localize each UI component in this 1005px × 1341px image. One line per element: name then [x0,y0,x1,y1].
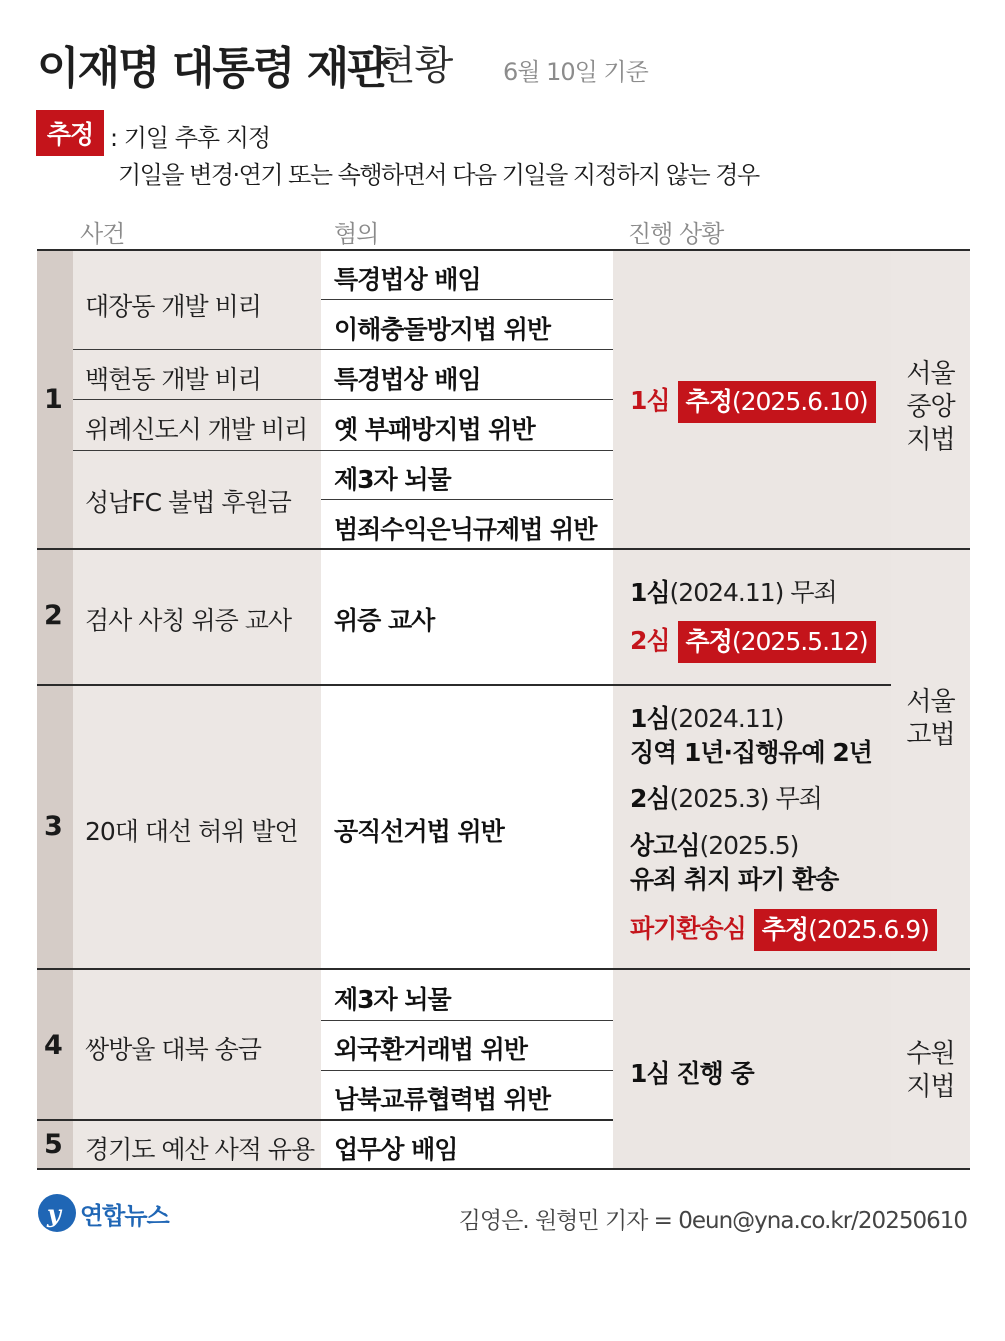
subrow-divider [321,299,613,300]
charge-item: 제3자 뇌물 [334,465,451,494]
case-name: 검사 사칭 위증 교사 [85,606,292,635]
charge-item: 공직선거법 위반 [334,817,504,846]
stage-label: 1심 [630,386,670,415]
status-row3-first: 1심(2024.11) [630,704,784,733]
estimated-badge: 추정(2025.6.9) [754,909,937,951]
case-name: 20대 대선 허위 발언 [85,817,298,846]
charge-item: 옛 부패방지법 위반 [334,415,535,444]
status-row2-first: 1심(2024.11) 무죄 [630,578,837,607]
row-divider [37,548,970,550]
charge-item: 특경법상 배임 [334,265,481,294]
status-row1 [630,381,876,423]
row-number: 4 [44,1030,63,1061]
charge-item: 업무상 배임 [334,1135,458,1164]
subrow-divider [321,499,613,500]
subrow-divider [321,1070,613,1071]
charge-item: 이해충돌방지법 위반 [334,315,551,344]
page-title: 이재명 대통령 재판 [37,43,388,94]
table-bottom-rule [37,1168,970,1170]
subrow-divider [321,1020,613,1021]
status-row3-second: 2심(2025.3) 무죄 [630,784,822,813]
row-number: 3 [44,811,63,842]
charge-item: 범죄수익은닉규제법 위반 [334,515,597,544]
charge-item: 특경법상 배임 [334,365,481,394]
subrow-divider [73,450,613,451]
status-row45: 1심 진행 중 [630,1059,754,1088]
court-suwon: 수원 지법 [906,1039,955,1102]
column-header-charge: 혐의 [334,220,379,248]
page-subtitle: 현황 [377,43,453,89]
case-name: 성남FC 불법 후원금 [85,488,291,517]
row-number: 2 [44,600,63,631]
charge-item: 위증 교사 [334,606,435,635]
row-divider [37,684,891,686]
charge-item: 남북교류협력법 위반 [334,1085,551,1114]
case-name: 백현동 개발 비리 [85,365,261,394]
status-row3-third-result: 유죄 취지 파기 환송 [630,865,839,894]
yonhap-logo: y 연합뉴스 [38,1194,169,1232]
row-divider [37,1119,613,1121]
status-row3-fourth: 파기환송심 추정(2025.6.9) [630,909,937,951]
legend-definition: : 기일 추후 지정 [110,124,271,152]
status-row3-first-result: 징역 1년·집행유예 2년 [630,738,872,767]
estimated-badge: 추정(2025.5.12) [678,621,876,663]
table-top-rule [37,249,970,251]
subrow-divider [73,399,613,400]
byline-credit: 김영은. 원형민 기자 = 0eun@yna.co.kr/20250610 [458,1208,967,1234]
legend-explanation: 기일을 변경·연기 또는 속행하면서 다음 기일을 지정하지 않는 경우 [118,161,759,189]
status-row2-second: 2심 추정(2025.5.12) [630,621,876,663]
case-name: 경기도 예산 사적 유용 [85,1135,315,1164]
estimated-badge: 추정(2025.6.10) [678,381,876,423]
column-header-status: 진행 상황 [628,220,724,248]
status-row3-third: 상고심(2025.5) [630,831,799,860]
court-seoul-high: 서울 고법 [906,687,955,750]
legend-badge: 추정 [36,110,104,156]
column-header-case: 사건 [80,220,125,248]
case-name: 쌍방울 대북 송금 [85,1035,261,1064]
court-seoul-central: 서울 중앙 지법 [906,359,955,455]
charge-item: 제3자 뇌물 [334,985,451,1014]
row-divider [37,968,970,970]
yonhap-logo-icon: y [38,1194,76,1232]
case-name: 위례신도시 개발 비리 [85,415,308,444]
case-name: 대장동 개발 비리 [85,292,261,321]
charge-item: 외국환거래법 위반 [334,1035,527,1064]
reference-date: 6월 10일 기준 [503,58,648,86]
row-number: 5 [44,1129,63,1160]
subrow-divider [73,349,613,350]
row-number: 1 [44,384,63,415]
